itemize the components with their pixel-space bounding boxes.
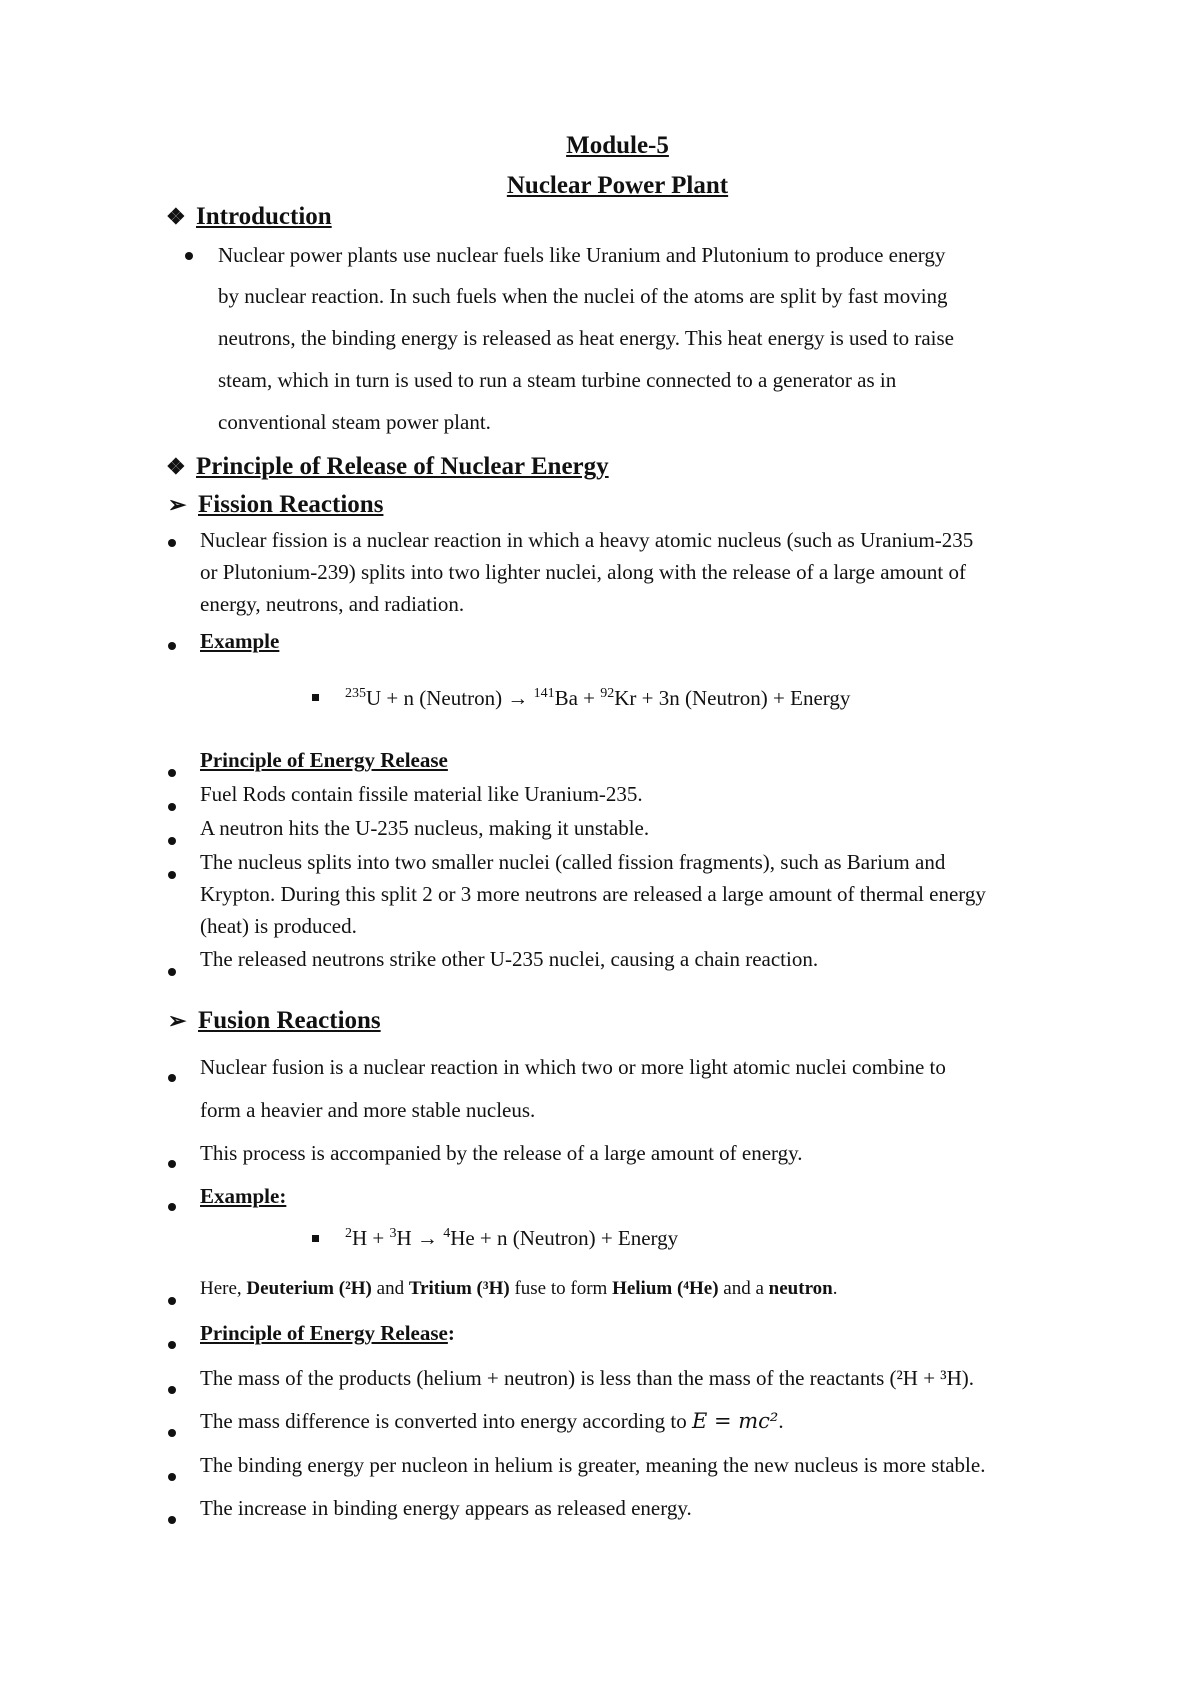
- fission-split-line-1: The nucleus splits into two smaller nuclei (called fission fragments), such as Barium and: [200, 850, 946, 874]
- fission-line-3: energy, neutrons, and radiation.: [200, 592, 465, 616]
- intro-line-3: neutrons, the binding energy is released as heat energy. This heat energy is used to raise: [218, 326, 954, 350]
- fusion-release-label: Principle of Energy Release:: [200, 1321, 455, 1345]
- fission-split-line-3: (heat) is produced.: [200, 914, 357, 938]
- bullet-icon: [168, 635, 178, 657]
- bullet-icon: [168, 864, 178, 886]
- fission-release-label: Principle of Energy Release: [200, 748, 448, 772]
- intro-line-1: Nuclear power plants use nuclear fuels like Uranium and Plutonium to produce energy: [218, 243, 946, 267]
- fission-release-point-2: A neutron hits the U-235 nucleus, making it unstable.: [200, 816, 650, 840]
- square-bullet-icon: [312, 694, 319, 701]
- intro-line-2: by nuclear reaction. In such fuels when the nuclei of the atoms are split by fast moving: [218, 284, 948, 308]
- fusion-equation: $^2$H + $^3$H → $^4$He + n (Neutron) + Energy: [345, 1226, 679, 1250]
- module-title: Module-5: [566, 132, 669, 159]
- bullet-icon: [168, 1290, 178, 1312]
- fusion-line-1: Nuclear fusion is a nuclear reaction in which two or more light atomic nuclei combine to: [200, 1055, 946, 1079]
- square-bullet-icon: [312, 1235, 319, 1242]
- arrow-bullet-icon: ➢: [168, 1008, 187, 1033]
- bullet-icon: [168, 1509, 178, 1531]
- fusion-here-point: Here, Deuterium (²H) and Tritium (³H) fuse to form Helium (⁴He) and a neutron.: [200, 1278, 838, 1299]
- fusion-example-label: Example:: [200, 1184, 287, 1208]
- fusion-release-point-2: The mass difference is converted into energy according to E = mc².: [200, 1409, 784, 1433]
- bullet-icon: [168, 1422, 178, 1444]
- diamond-bullet-icon: ❖: [166, 454, 186, 479]
- intro-line-5: conventional steam power plant.: [218, 410, 491, 434]
- fusion-release-point-1: The mass of the products (helium + neutron) is less than the mass of the reactants (²H + ³H).: [200, 1366, 975, 1390]
- fission-release-point-1: Fuel Rods contain fissile material like Uranium-235.: [200, 782, 643, 806]
- bullet-icon: [168, 1153, 178, 1175]
- bullet-icon: [168, 796, 178, 818]
- fission-example-label: Example: [200, 629, 280, 653]
- fusion-accompanied-point: This process is accompanied by the release of a large amount of energy.: [200, 1141, 803, 1165]
- bullet-icon: [168, 1196, 178, 1218]
- bullet-icon: [168, 1334, 178, 1356]
- bullet-icon: [168, 961, 178, 983]
- document-title: Nuclear Power Plant: [506, 172, 729, 199]
- fusion-increase-point: The increase in binding energy appears as released energy.: [200, 1496, 692, 1520]
- bullet-icon: [168, 762, 178, 784]
- bullet-icon: [168, 1067, 178, 1089]
- fusion-line-2: form a heavier and more stable nucleus.: [200, 1098, 536, 1122]
- arrow-bullet-icon: ➢: [168, 492, 187, 517]
- bullet-icon: [168, 1466, 178, 1488]
- fission-chain-point: The released neutrons strike other U-235 nuclei, causing a chain reaction.: [200, 947, 819, 971]
- einstein-formula: E = mc²: [691, 1409, 779, 1433]
- introduction-heading: ❖ Introduction: [166, 203, 332, 230]
- fusion-heading: ➢ Fusion Reactions: [168, 1007, 381, 1034]
- diamond-bullet-icon: ❖: [166, 204, 186, 229]
- bullet-icon: [168, 830, 178, 852]
- fusion-binding-point: The binding energy per nucleon in helium is greater, meaning the new nucleus is more stable.: [200, 1453, 986, 1477]
- fission-split-line-2: Krypton. During this split 2 or 3 more neutrons are released a large amount of thermal energy: [200, 882, 986, 906]
- principle-heading: ❖ Principle of Release of Nuclear Energy: [166, 453, 609, 480]
- intro-line-4: steam, which in turn is used to run a steam turbine connected to a generator as in: [218, 368, 897, 392]
- fission-line-1: Nuclear fission is a nuclear reaction in which a heavy atomic nucleus (such as Uranium-235: [200, 528, 974, 552]
- bullet-icon: [185, 245, 195, 267]
- fission-heading: ➢ Fission Reactions: [168, 491, 384, 518]
- fission-equation: $^{235}$U + n (Neutron) → $^{141}$Ba + $^{92}$Kr + 3n (Neutron) + Energy: [345, 686, 851, 710]
- bullet-icon: [168, 532, 178, 554]
- fission-line-2: or Plutonium-239) splits into two lighter nuclei, along with the release of a large amount of: [200, 560, 966, 584]
- bullet-icon: [168, 1379, 178, 1401]
